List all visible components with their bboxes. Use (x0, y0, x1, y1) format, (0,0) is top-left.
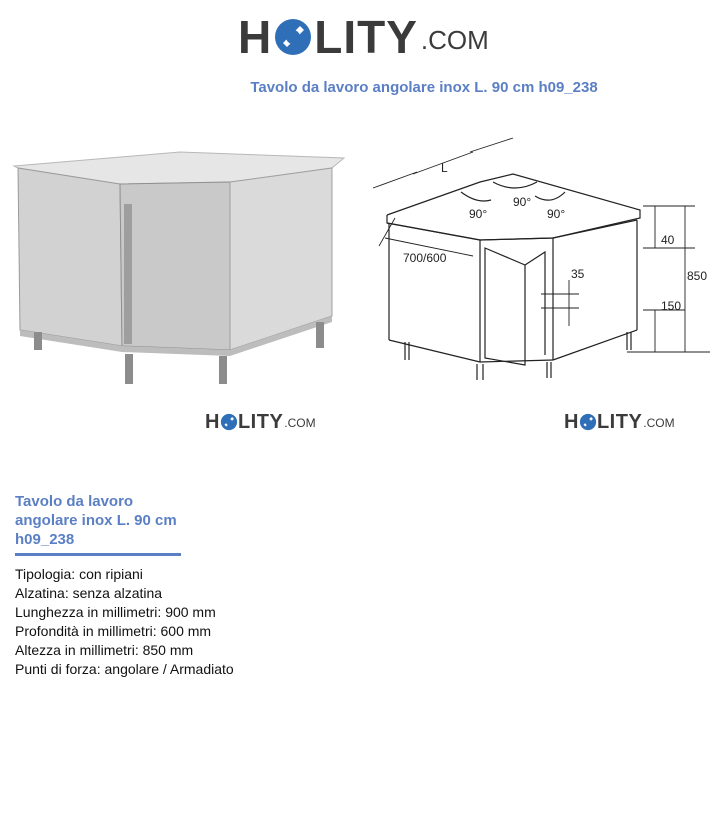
spec-label: Punti di forza (15, 661, 97, 677)
technical-drawing (365, 130, 720, 390)
logo-letter-h: H (564, 411, 579, 433)
dim-angle-top: 90° (513, 195, 532, 209)
dim-top-thickness: 40 (661, 233, 675, 247)
logo-letter-h: H (238, 11, 273, 63)
spec-value: 850 mm (142, 642, 194, 658)
dim-angle-right: 90° (547, 207, 566, 221)
spec-label: Tipologia (15, 566, 72, 582)
spec-list (15, 565, 234, 679)
product-photo (0, 118, 355, 398)
holity-logo[interactable] (238, 11, 489, 63)
dim-angle-left: 90° (469, 207, 488, 221)
dim-depth-label: 700/600 (403, 251, 447, 265)
spec-value: con ripiani (79, 566, 143, 582)
dim-length-label: L (441, 161, 448, 175)
dim-foot: 150 (661, 299, 682, 313)
logo-com: .COM (284, 416, 316, 430)
spec-label: Altezza in millimetri (15, 642, 135, 658)
spec-row-alzatina: Alzatina: senza alzatina (15, 585, 163, 601)
dim-shelf: 35 (571, 267, 585, 281)
logo-o-icon (579, 413, 597, 431)
dim-height: 850 (687, 269, 708, 283)
header-logo-area (0, 0, 720, 70)
logo-o-icon (273, 17, 313, 57)
page-title: Tavolo da lavoro angolare inox L. 90 cm h09_238 (250, 79, 598, 96)
spec-row-altezza: Altezza in millimetri: 850 mm (15, 642, 194, 658)
holity-logo-drawing (564, 412, 675, 432)
logo-o-icon (220, 413, 238, 431)
logo-letters-lity: LITY (596, 411, 643, 433)
spec-row-tipologia: Tipologia: con ripiani (15, 566, 143, 582)
holity-logo-photo (205, 412, 316, 432)
logo-letter-h: H (205, 411, 220, 433)
title-divider (15, 553, 181, 556)
spec-label: Lunghezza in millimetri (15, 604, 158, 620)
spec-label: Alzatina (15, 585, 65, 601)
spec-row-lunghezza: Lunghezza in millimetri: 900 mm (15, 604, 216, 620)
spec-value: angolare / Armadiato (104, 661, 234, 677)
spec-row-punti-di-forza: Punti di forza: angolare / Armadiato (15, 661, 234, 677)
spec-value: senza alzatina (72, 585, 163, 601)
logo-com: .COM (420, 25, 489, 55)
logo-letters-lity: LITY (314, 11, 418, 63)
logo-letters-lity: LITY (237, 411, 284, 433)
spec-label: Profondità in millimetri (15, 623, 153, 639)
spec-row-profondita: Profondità in millimetri: 600 mm (15, 623, 212, 639)
spec-value: 900 mm (165, 604, 216, 620)
product-title: Tavolo da lavoro angolare inox L. 90 cm h09_238 (15, 493, 177, 548)
spec-value: 600 mm (160, 623, 212, 639)
logo-com: .COM (643, 416, 675, 430)
